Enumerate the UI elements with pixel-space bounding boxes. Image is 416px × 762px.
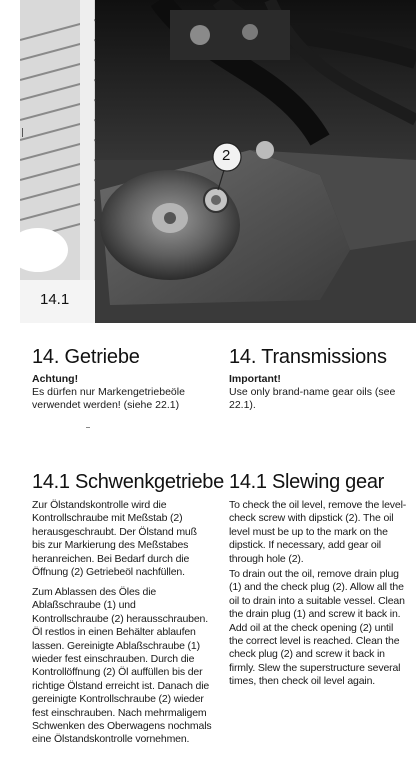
- figure-photo: [20, 0, 416, 323]
- figure-label: 14.1: [40, 291, 70, 308]
- warning-text-de: Es dürfen nur Markengetriebeöle verwendet werden! (siehe 22.1): [32, 386, 185, 411]
- subsection-title-de: 14.1 Schwenkgetriebe: [32, 471, 224, 493]
- paragraph-en-2: To drain out the oil, remove drain plug (1) and the check plug (2). Allow all the oil to drain into a suitable vessel. Clean the drain plug (1) and screw it back in. Add oil at the check opening (2) until the correct level is reached. Clean the check plug (2) and screw it back in firmly. Slew the superstructure several times, then check oil level again.: [229, 568, 405, 688]
- warning-heading-de: Achtung!: [32, 373, 79, 385]
- warning-heading-en: Important!: [229, 373, 281, 385]
- subsection-title-en: 14.1 Slewing gear: [229, 471, 385, 493]
- warning-text-en: Use only brand-name gear oils (see 22.1).: [229, 386, 396, 411]
- paragraph-de-2: Zum Ablassen des Öles die Ablaßschraube (1) und Kontrollschraube (2) herausschrauben. Öl restlos in einen Behälter ablaufen lassen. Gereinigte Ablaßschraube (1) wieder fest einschrauben. Durch die Kontrollöffnung (2) Öl auffüllen bis der richtige Ölstand erreicht ist. Danach die gereinigte Kontrollschraube (2) wieder fest einschrauben. Nach mehrmaligem Schwenken des Oberwagens nochmals eine Ölstandskontrolle vornehmen.: [32, 586, 212, 746]
- divider-mark: [86, 427, 90, 428]
- machine-photo-illustration: [20, 0, 416, 323]
- section-title-en: 14. Transmissions: [229, 346, 387, 368]
- callout-number: 2: [222, 147, 231, 164]
- margin-mark: [22, 128, 23, 137]
- section-title-de: 14. Getriebe: [32, 346, 140, 368]
- paragraph-de-1: Zur Ölstandskontrolle wird die Kontrollschraube mit Meßstab (2) herausgeschraubt. Der Ölstand muß bis zur Markierung des Meßstabes heranreichen. Bei Bedarf durch die Öffnung (2) Getriebeöl nachfüllen.: [32, 499, 197, 579]
- paragraph-en-1: To check the oil level, remove the level-check screw with dipstick (2). The oil level must be up to the mark on the dipstick. If necessary, add gear oil through hole (2).: [229, 499, 407, 565]
